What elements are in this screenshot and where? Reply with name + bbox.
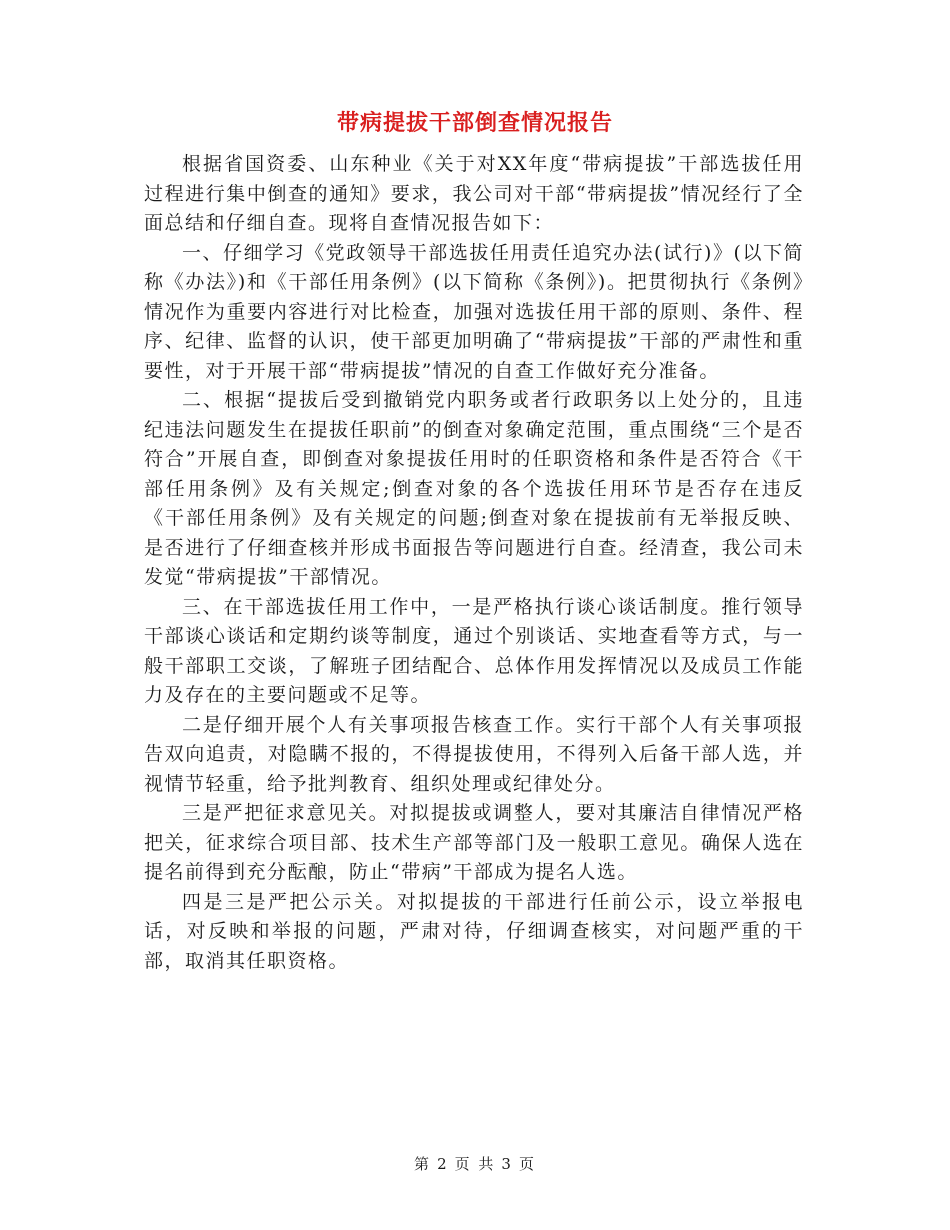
page-footer [0,1154,950,1174]
footer-suffix: 页 [518,1155,536,1173]
paragraph-section-3: 三、在干部选拔任用工作中，一是严格执行谈心谈话制度。推行领导干部谈心谈话和定期约谈等制度，通过个别谈话、实地查看等方式，与一般干部职工交谈，了解班子团结配合、总体作用发挥情况以及成员工作能力及存在的主要问题或不足等。 [144,595,804,706]
paragraph-section-1: 一、仔细学习《党政领导干部选拔任用责任追究办法(试行)》(以下简称《办法》)和《干部任用条例》(以下简称《条例》)。把贯彻执行《条例》情况作为重要内容进行对比检查，加强对选拔任用干部的原则、条件、程序、纪律、监督的认识，使干部更加明确了“带病提拔”干部的严肃性和重要性，对于开展干部“带病提拔”情况的自查工作做好充分准备。 [144,241,804,382]
paragraph-item-4: 四是三是严把公示关。对拟提拔的干部进行任前公示，设立举报电话，对反映和举报的问题，严肃对待，仔细调查核实，对问题严重的干部，取消其任职资格。 [144,890,804,972]
paragraph-intro: 根据省国资委、山东种业《关于对XX年度“带病提拔”干部选拔任用过程进行集中倒查的通知》要求，我公司对干部“带病提拔”情况经行了全面总结和仔细自查。现将自查情况报告如下： [144,153,804,234]
document-title: 带病提拔干部倒查情况报告 [336,110,613,136]
footer-page-number: 2 [437,1155,449,1173]
footer-middle: 页 共 [454,1155,496,1173]
footer-total-pages: 3 [501,1155,513,1173]
document-body [144,150,804,976]
paragraph-item-2: 二是仔细开展个人有关事项报告核查工作。实行干部个人有关事项报告双向追责，对隐瞒不报的，不得提拔使用，不得列入后备干部人选，并视情节轻重，给予批判教育、组织处理或纪律处分。 [144,713,804,795]
footer-prefix: 第 [414,1155,432,1173]
paragraph-section-2: 二、根据“提拔后受到撤销党内职务或者行政职务以上处分的，且违纪违法问题发生在提拔任职前”的倒查对象确定范围，重点围绕“三个是否符合”开展自查，即倒查对象提拔任用时的任职资格和条件是否符合《干部任用条例》及有关规定;倒查对象的各个选拔任用环节是否存在违反《干部任用条例》及有关规定的问题;倒查对象在提拔前有无举报反映、是否进行了仔细查核并形成书面报告等问题进行自查。经清查，我公司未发觉“带病提拔”干部情况。 [144,389,804,588]
paragraph-item-3: 三是严把征求意见关。对拟提拔或调整人，要对其廉洁自律情况严格把关，征求综合项目部、技术生产部等部门及一般职工意见。确保人选在提名前得到充分酝酿，防止“带病”干部成为提名人选。 [144,802,804,883]
